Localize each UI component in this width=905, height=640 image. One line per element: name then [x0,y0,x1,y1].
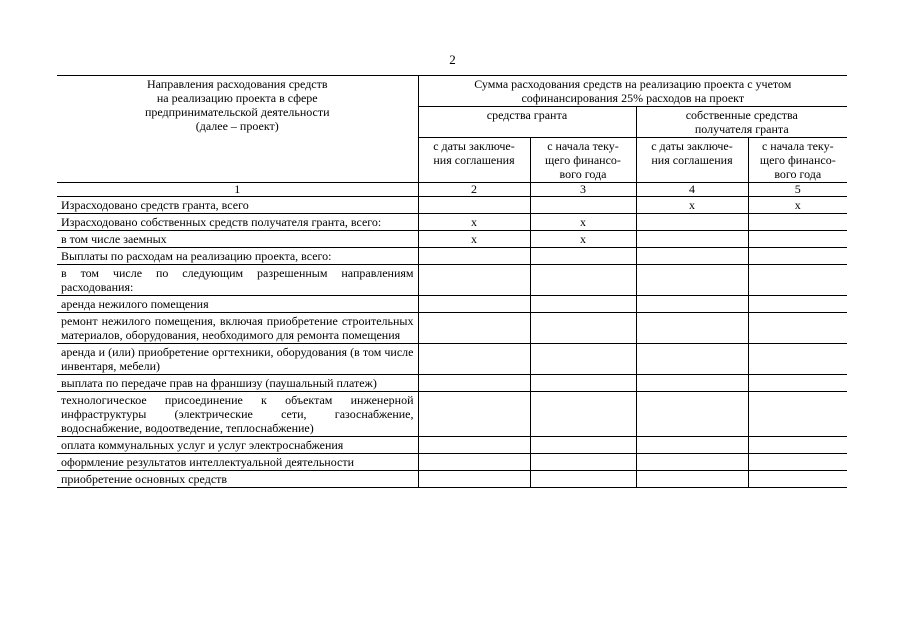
table-cell [748,437,847,454]
table-cell [530,392,636,437]
row-label: оплата коммунальных услуг и услуг электроснабжения [57,437,418,454]
table-row [57,344,847,375]
table-row [57,471,847,488]
header-own-since-year: с начала теку- щего финансо- вого года [748,138,847,183]
table-cell [748,214,847,231]
row-label: в том числе заемных [57,231,418,248]
row-label: ремонт нежилого помещения, включая приобретение строительных материалов, оборудования, необходимого для ремонта помещения [57,313,418,344]
header-grant-funds: средства гранта [418,107,636,138]
table-cell [636,344,748,375]
table-cell [636,296,748,313]
table-cell [530,344,636,375]
header-directions: Направления расходования средств на реализацию проекта в сфере предпринимательской деятельности (далее – проект) [57,76,418,183]
column-number: 3 [530,183,636,197]
column-number: 1 [57,183,418,197]
row-label: выплата по передаче прав на франшизу (паушальный платеж) [57,375,418,392]
table-cell [636,454,748,471]
header-grant-since-year: с начала теку- щего финансо- вого года [530,138,636,183]
table-header [57,76,847,197]
table-cell [748,471,847,488]
table-cell [748,344,847,375]
column-number: 4 [636,183,748,197]
column-number: 5 [748,183,847,197]
table-cell [748,313,847,344]
table-cell: x [530,231,636,248]
table-cell [418,197,530,214]
table-cell [748,248,847,265]
row-label: технологическое присоединение к объектам инженерной инфраструктуры (электрические сети, газоснабжение, водоснабжение, водоотведение, теплоснабжение) [57,392,418,437]
table-row [57,392,847,437]
table-cell [530,197,636,214]
table-cell [636,437,748,454]
table-row [57,313,847,344]
table-cell [530,375,636,392]
row-label: Израсходовано средств гранта, всего [57,197,418,214]
header-sum: Сумма расходования средств на реализацию проекта с учетом софинансирования 25% расходов на проект [418,76,847,107]
header-own-funds: собственные средства получателя гранта [636,107,847,138]
table-cell [418,313,530,344]
table-row [57,197,847,214]
page-number: 2 [449,52,456,67]
header-own-since-agreement: с даты заключе- ния соглашения [636,138,748,183]
table-row [57,375,847,392]
column-number: 2 [418,183,530,197]
row-label: Израсходовано собственных средств получателя гранта, всего: [57,214,418,231]
table-cell [748,454,847,471]
table-cell [748,375,847,392]
table-cell [636,248,748,265]
table-row [57,296,847,313]
table-cell [530,471,636,488]
table-cell [418,471,530,488]
table-cell [418,454,530,471]
table-cell [636,214,748,231]
table-cell: x [418,231,530,248]
table-row [57,454,847,471]
table-cell: x [748,197,847,214]
table-row [57,437,847,454]
row-label: оформление результатов интеллектуальной деятельности [57,454,418,471]
table-cell [636,231,748,248]
row-label: аренда и (или) приобретение оргтехники, оборудования (в том числе инвентаря, мебели) [57,344,418,375]
table-cell [636,392,748,437]
table-cell [636,375,748,392]
table-row [57,248,847,265]
table-cell [530,248,636,265]
table-cell [418,248,530,265]
table-cell: x [530,214,636,231]
row-label: приобретение основных средств [57,471,418,488]
table-cell [530,265,636,296]
table-cell [530,437,636,454]
table-cell [418,296,530,313]
table-cell [636,313,748,344]
table-cell [530,313,636,344]
expenditure-table [57,75,847,488]
table-row [57,231,847,248]
table-cell: x [636,197,748,214]
table-cell [418,392,530,437]
table-cell: x [418,214,530,231]
table-body [57,197,847,488]
table-cell [748,392,847,437]
table-cell [418,437,530,454]
column-numbers-row [57,183,847,197]
table-cell [748,296,847,313]
table-cell [418,375,530,392]
table-cell [530,454,636,471]
table-cell [636,265,748,296]
header-grant-since-agreement: с даты заключе- ния соглашения [418,138,530,183]
table-cell [418,344,530,375]
row-label: Выплаты по расходам на реализацию проекта, всего: [57,248,418,265]
row-label: аренда нежилого помещения [57,296,418,313]
row-label: в том числе по следующим разрешенным направлениям расходования: [57,265,418,296]
table-cell [636,471,748,488]
table-row [57,265,847,296]
table-cell [748,231,847,248]
table-cell [530,296,636,313]
table-cell [418,265,530,296]
table-row [57,214,847,231]
table-cell [748,265,847,296]
